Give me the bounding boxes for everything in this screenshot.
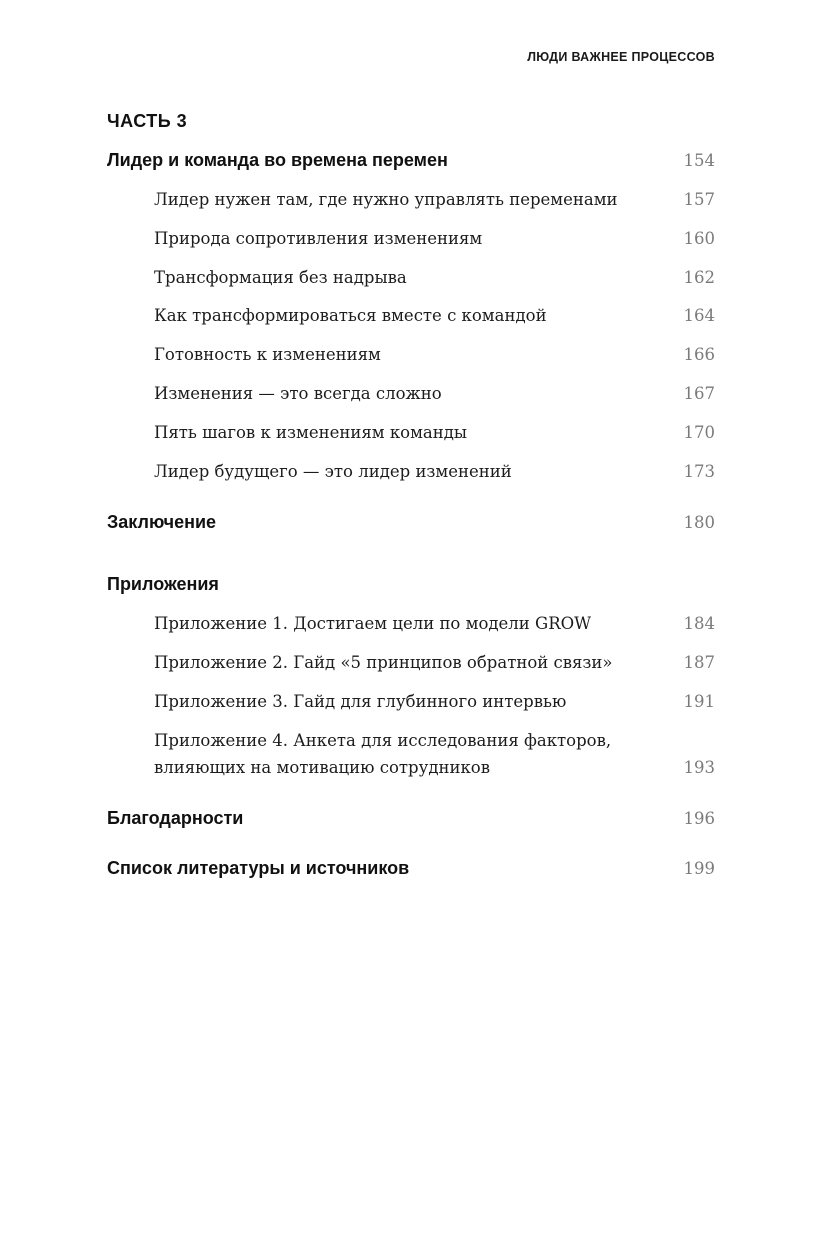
- toc-chapter-references[interactable]: [107, 858, 715, 882]
- toc-page-number: 162: [683, 268, 715, 287]
- toc-appendix-title: Приложение 3. Гайд для глубинного интервью: [154, 692, 567, 711]
- toc-page-number: 193: [683, 758, 715, 777]
- toc-page-number: 166: [683, 345, 715, 364]
- toc-appendix[interactable]: [154, 610, 715, 637]
- toc-page-number: 187: [683, 653, 715, 672]
- toc-page-number: 191: [683, 692, 715, 711]
- toc-section-title: Пять шагов к изменениям команды: [154, 423, 468, 442]
- toc-section[interactable]: [154, 419, 715, 446]
- toc-page-number: 157: [683, 190, 715, 209]
- toc-section[interactable]: [154, 264, 715, 291]
- toc-appendix-title: Приложение 2. Гайд «5 принципов обратной связи»: [154, 653, 613, 672]
- toc-page-number: 170: [683, 423, 715, 442]
- toc-page-number: 173: [683, 462, 715, 481]
- toc-chapter-title: Список литературы и источников: [107, 858, 410, 878]
- toc-chapter-title: Благодарности: [107, 808, 244, 828]
- toc-chapter-title: Приложения: [107, 574, 219, 594]
- toc-section-title: Готовность к изменениям: [154, 345, 381, 364]
- toc-appendix[interactable]: [154, 727, 715, 781]
- toc-section[interactable]: [154, 225, 715, 252]
- toc-page-number: 154: [683, 151, 715, 170]
- toc-page-number: 180: [683, 513, 715, 532]
- toc-page-number: 196: [683, 809, 715, 828]
- toc-page-number: 164: [683, 306, 715, 325]
- toc-chapter-appendices: [107, 574, 715, 598]
- toc-page-number: 167: [683, 384, 715, 403]
- toc-section[interactable]: [154, 458, 715, 485]
- toc-section-title: Лидер нужен там, где нужно управлять переменами: [154, 190, 618, 209]
- toc-page-number: 160: [683, 229, 715, 248]
- part-label: ЧАСТЬ 3: [107, 111, 188, 131]
- running-header: ЛЮДИ ВАЖНЕЕ ПРОЦЕССОВ: [527, 50, 715, 64]
- toc-page-number: 199: [683, 859, 715, 878]
- toc-section-title: Изменения — это всегда сложно: [154, 384, 442, 403]
- toc-section-title: Природа сопротивления изменениям: [154, 229, 483, 248]
- toc-chapter-title: Заключение: [107, 512, 217, 532]
- toc-section-title: Как трансформироваться вместе с командой: [154, 306, 547, 325]
- toc-section[interactable]: [154, 380, 715, 407]
- toc-chapter-conclusion[interactable]: [107, 512, 715, 536]
- toc-appendix[interactable]: [154, 649, 715, 676]
- toc-section[interactable]: [154, 341, 715, 368]
- toc-chapter-title: Лидер и команда во времена перемен: [107, 150, 448, 170]
- toc-section-title: Трансформация без надрыва: [154, 268, 407, 287]
- toc-page-number: 184: [683, 614, 715, 633]
- toc-appendix-title-line1: Приложение 4. Анкета для исследования факторов,: [154, 731, 612, 750]
- toc-section-title: Лидер будущего — это лидер изменений: [154, 462, 512, 481]
- toc-appendix-title-line2: влияющих на мотивацию сотрудников: [154, 758, 491, 777]
- toc-chapter-leader-and-team[interactable]: [107, 150, 715, 174]
- toc-section[interactable]: [154, 302, 715, 329]
- toc-chapter-acknowledgements[interactable]: [107, 808, 715, 832]
- toc-appendix-title: Приложение 1. Достигаем цели по модели GROW: [154, 614, 592, 633]
- toc-appendix[interactable]: [154, 688, 715, 715]
- toc-section[interactable]: [154, 186, 715, 213]
